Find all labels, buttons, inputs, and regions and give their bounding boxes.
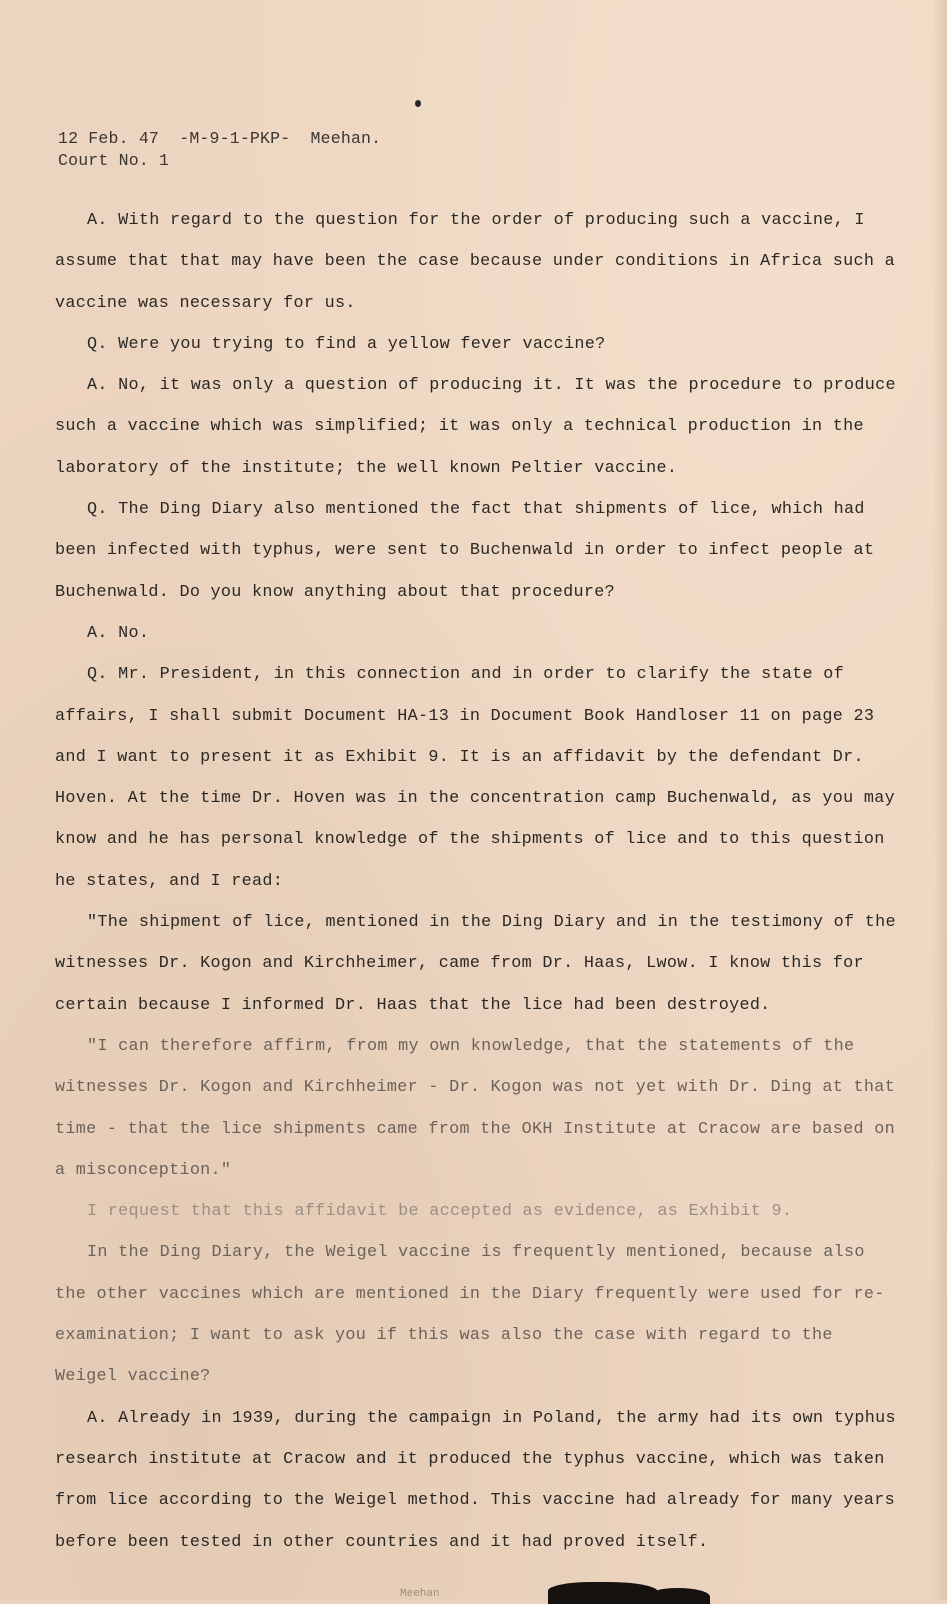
paragraph: A. No, it was only a question of producing it. It was the procedure to produce such a vaccine which was simplified; it was only a technical production in the laboratory of the institute; the well known Peltier vaccine.: [55, 376, 896, 478]
torn-edge: [650, 1588, 710, 1604]
torn-edge: [548, 1582, 658, 1604]
paragraph: A. Already in 1939, during the campaign in Poland, the army had its own typhus research institute at Cracow and it produced the typhus vaccine, which was taken from lice according to the Weigel method. This vaccine had already for many years before been tested in other countries and it had proved itself.: [55, 1408, 896, 1552]
paragraph: Q. Were you trying to find a yellow fever vaccine?: [87, 334, 606, 354]
header-date-line: 12 Feb. 47 -M-9-1-PKP- Meehan.: [58, 129, 382, 148]
paper-edge-shadow: [933, 0, 947, 1600]
header-court-line: Court No. 1: [58, 151, 170, 170]
paragraph: I request that this affidavit be accepted as evidence, as Exhibit 9.: [87, 1202, 793, 1222]
footer-mark: Meehan: [400, 1588, 440, 1600]
paragraph: "I can therefore affirm, from my own knowledge, that the statements of the witnesses Dr. Kogon and Kirchheimer - Dr. Kogon was not yet with Dr. Ding at that time - that the lice shipments came from the OKH Institute at Cracow are based on a misconception.": [55, 1036, 896, 1180]
paragraph: Q. Mr. President, in this connection and in order to clarify the state of affairs, I shall submit Document HA-13 in Document Book Handloser 11 on page 23 and I want to present it as Exhibit 9. It is an affidavit by the defendant Dr. Hoven. At the time Dr. Hoven was in the concentration camp Buchenwald, as you may know and he has personal knowledge of the shipments of lice and to this question he states, and I read:: [55, 665, 896, 891]
paragraph: Q. The Ding Diary also mentioned the fact that shipments of lice, which had been infected with typhus, were sent to Buchenwald in order to infect people at Buchenwald. Do you know anything about that procedure?: [55, 500, 875, 602]
ink-mark: [415, 100, 421, 107]
paragraph: In the Ding Diary, the Weigel vaccine is frequently mentioned, because also the other vaccines which are mentioned in the Diary frequently were used for re-examination; I want to ask you if this was also the case with regard to the Weigel vaccine?: [55, 1243, 885, 1387]
paragraph: "The shipment of lice, mentioned in the Ding Diary and in the testimony of the witnesses Dr. Kogon and Kirchheimer, came from Dr. Haas, Lwow. I know this for certain because I informed Dr. Haas that the lice had been destroyed.: [55, 913, 896, 1015]
paragraph: A. With regard to the question for the order of producing such a vaccine, I assume that that may have been the case because under conditions in Africa such a vaccine was necessary for us.: [55, 211, 896, 313]
paragraph: A. No.: [87, 623, 150, 643]
transcript-body: [55, 200, 900, 1563]
page-header: [58, 128, 381, 172]
